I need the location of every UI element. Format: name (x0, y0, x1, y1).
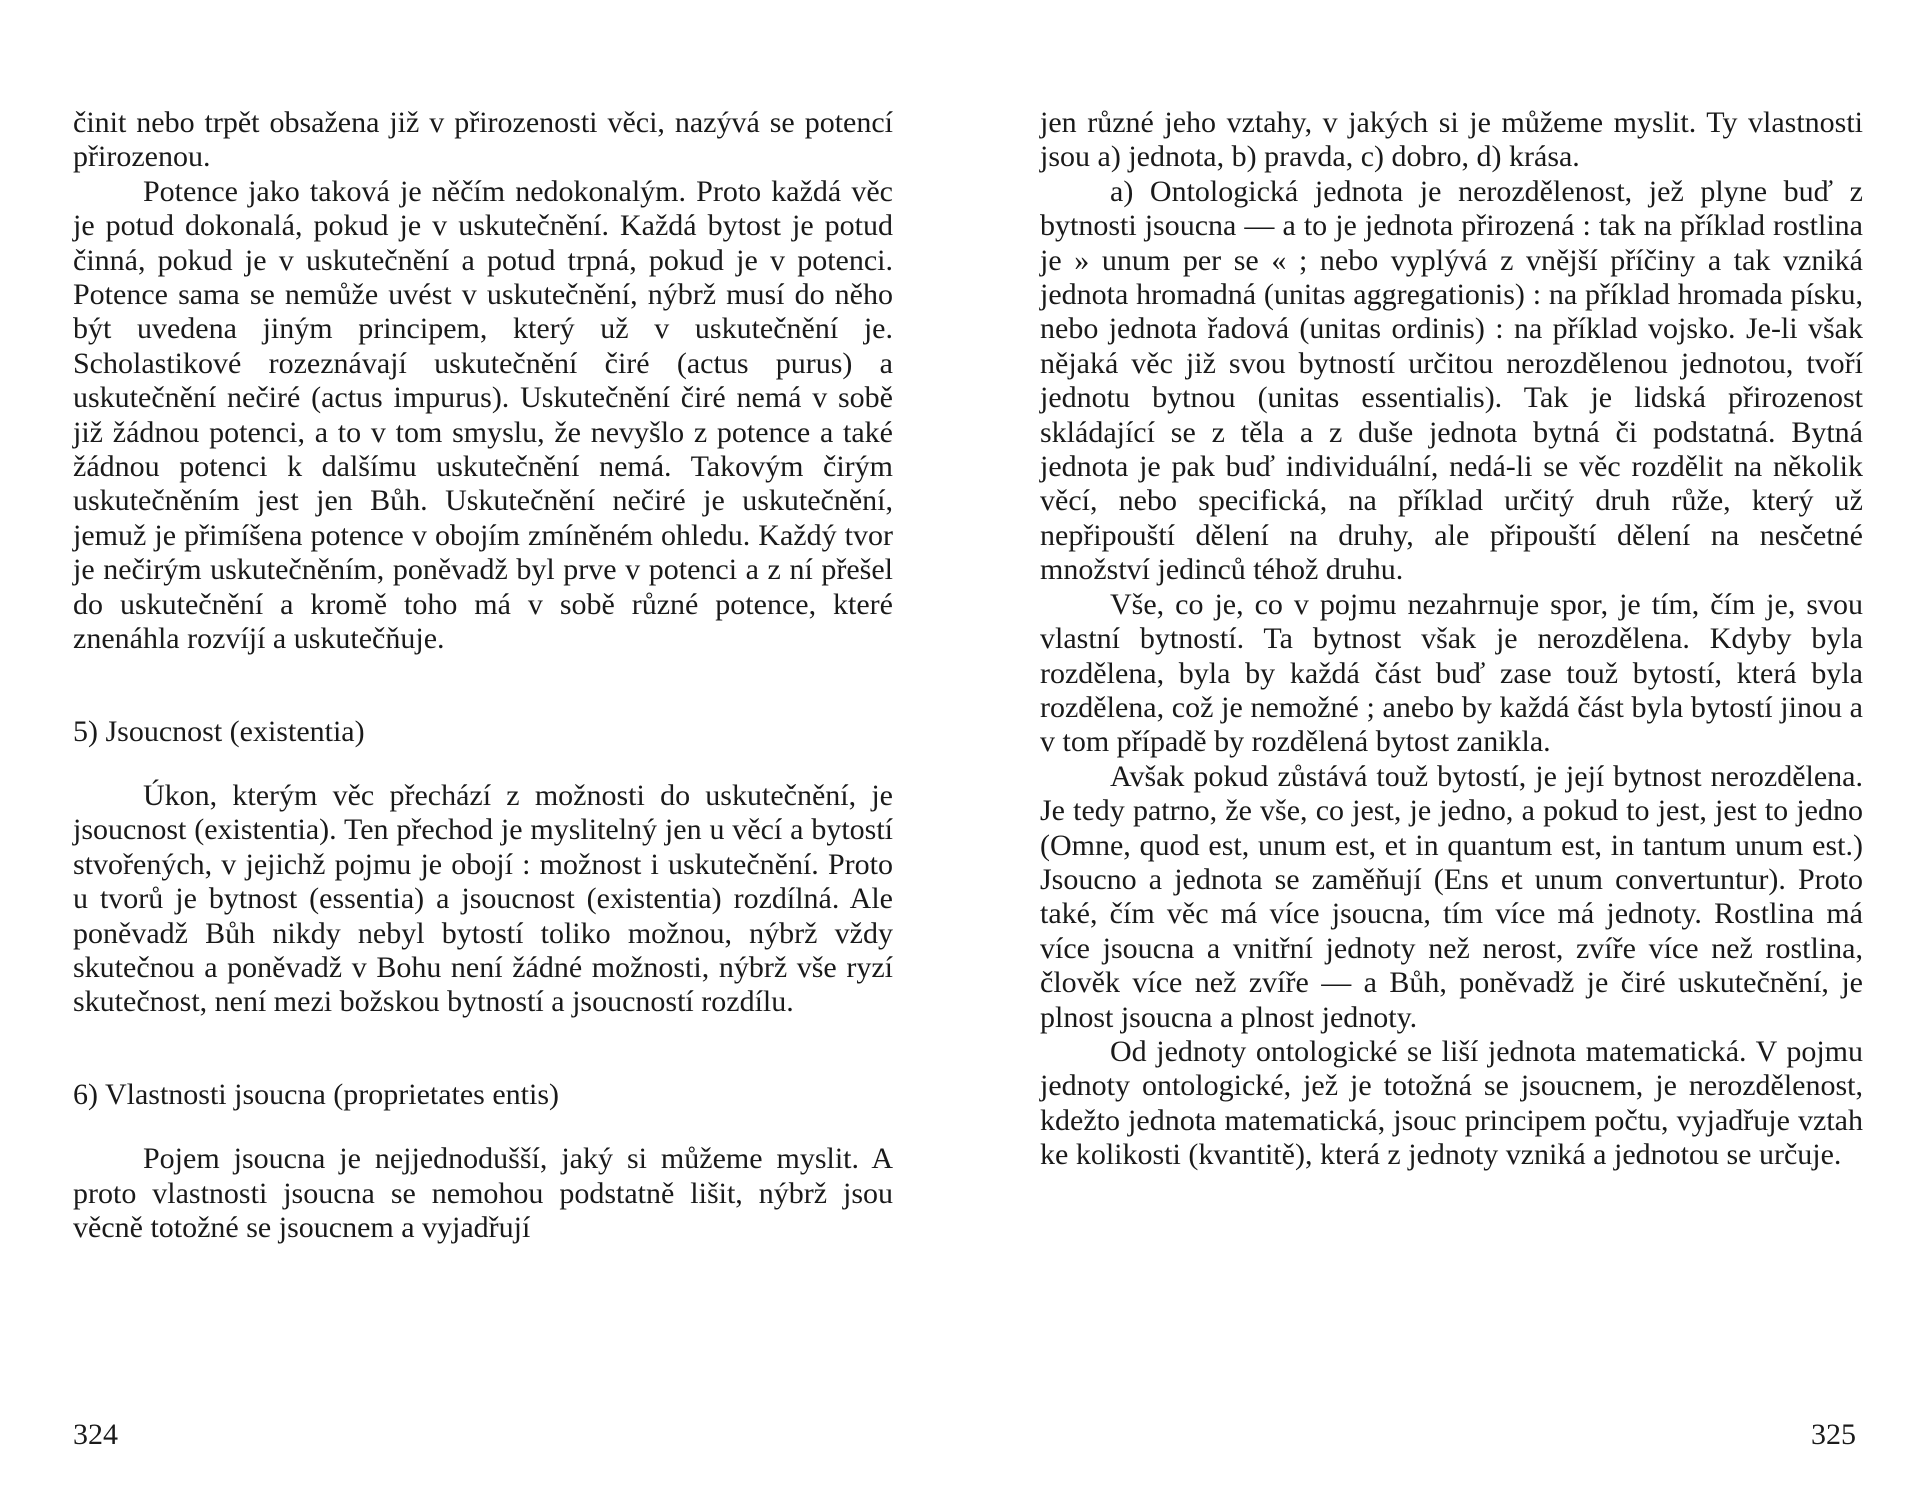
page-number: 325 (1811, 1418, 1856, 1451)
left-text-column (73, 106, 893, 1245)
section-heading-5: 5) Jsoucnost (existentia) (73, 714, 365, 748)
paragraph: Vše, co je, co v pojmu nezahrnuje spor, je tím, čím je, svou vlastní bytností. Ta bytnost však je nerozdělena. Kdyby byla rozdělena, byla by každá část buď zase touž bytostí, která byla rozdělena, což je nemožné ; anebo by každá část byla bytostí jinou a v tom případě by rozdělená bytost zanikla. (1040, 587, 1863, 759)
paragraph: jen různé jeho vztahy, v jakých si je můžeme myslit. Ty vlastnosti jsou a) jednota, b) pravda, c) dobro, d) krása. (1040, 106, 1863, 174)
section-heading-6: 6) Vlastnosti jsoucna (proprietates entis) (73, 1077, 560, 1111)
right-text-column (1040, 106, 1863, 1173)
paragraph: Od jednoty ontologické se liší jednota matematická. V pojmu jednoty ontologické, jež je totožná se jsoucnem, je nerozdělenost, kdežto jednota matematická, jsouc principem počtu, vyjadřuje vztah ke kolikosti (kvantitě), která z jednoty vzniká a jednotou se určuje. (1040, 1034, 1863, 1172)
paragraph: Potence jako taková je něčím nedokonalým. Proto každá věc je potud dokonalá, pokud je v uskutečnění. Každá bytost je potud činná, pokud je v uskutečnění a potud trpná, pokud je v potenci. Potence sama se nemůže uvést v uskutečnění, nýbrž musí do něho být uvedena jiným principem, který už v uskutečnění je. Scholastikové rozeznávají uskutečnění čiré (actus purus) a uskutečnění nečiré (actus impurus). Uskutečnění čiré nemá v sobě již žádnou potenci, a to v tom smyslu, že nevyšlo z potence a také žádnou potenci k dalšímu uskutečnění nemá. Takovým čirým uskutečněním jest jen Bůh. Uskutečnění nečiré je uskutečnění, jemuž je přimíšena potence v obojím zmíněném ohledu. Každý tvor je nečirým uskutečněním, poněvadž byl prve v potenci a z ní přešel do uskutečnění a kromě toho má v sobě různé potence, které znenáhla rozvíjí a uskutečňuje. (73, 174, 893, 656)
right-page (959, 0, 1918, 1500)
paragraph: a) Ontologická jednota je nerozdělenost, jež plyne buď z bytnosti jsoucna — a to je jednota přirozená : tak na příklad rostlina je » unum per se « ; nebo vyplývá z vnější příčiny a tak vzniká jednota hromadná (unitas aggregationis) : na příklad hromada písku, nebo jednota řadová (unitas ordinis) : na příklad vojsko. Je-li však nějaká věc již svou bytností určitou nerozdělenou jednotou, tvoří jednotu bytnou (unitas essentialis). Tak je lidská přirozenost skládající se z těla a z duše jednota bytná či podstatná. Bytná jednota je pak buď individuální, nedá-li se věc rozdělit na několik věcí, nebo specifická, na příklad určitý druh růže, který už nepřipouští dělení na druhy, ale připouští dělení na nesčetné množství jedinců téhož druhu. (1040, 174, 1863, 587)
page-number: 324 (73, 1418, 118, 1451)
paragraph: činit nebo trpět obsažena již v přirozenosti věci, nazývá se potencí přirozenou. (73, 106, 893, 174)
paragraph: Pojem jsoucna je nejjednodušší, jaký si můžeme myslit. A proto vlastnosti jsoucna se nemohou podstatně lišit, nýbrž jsou věcně totožné se jsoucnem a vyjadřují (73, 1142, 893, 1244)
paragraph: Úkon, kterým věc přechází z možnosti do uskutečnění, je jsoucnost (existentia). Ten přechod je myslitelný jen u věcí a bytostí stvořených, v jejichž pojmu je obojí : možnost i uskutečnění. Proto u tvorů je bytnost (essentia) a jsoucnost (existentia) rozdílná. Ale poněvadž Bůh nikdy nebyl bytostí toliko možnou, nýbrž vždy skutečnou a poněvadž v Bohu není žádné možnosti, nýbrž vše ryzí skutečnost, není mezi božskou bytností a jsoucností rozdílu. (73, 778, 893, 1019)
paragraph: Avšak pokud zůstává touž bytostí, je její bytnost nerozdělena. Je tedy patrno, že vše, co jest, je jedno, a pokud to jest, jest to jedno (Omne, quod est, unum est, et in quantum est, in tantum unum est.) Jsoucno a jednota se zaměňují (Ens et unum convertuntur). Proto také, čím věc má více jsoucna, tím více má jednoty. Rostlina má více jsoucna a vnitřní jednoty než nerost, zvíře více než rostlina, člověk více než zvíře — a Bůh, poněvadž je čiré uskutečnění, je plnost jsoucna a plnost jednoty. (1040, 759, 1863, 1034)
